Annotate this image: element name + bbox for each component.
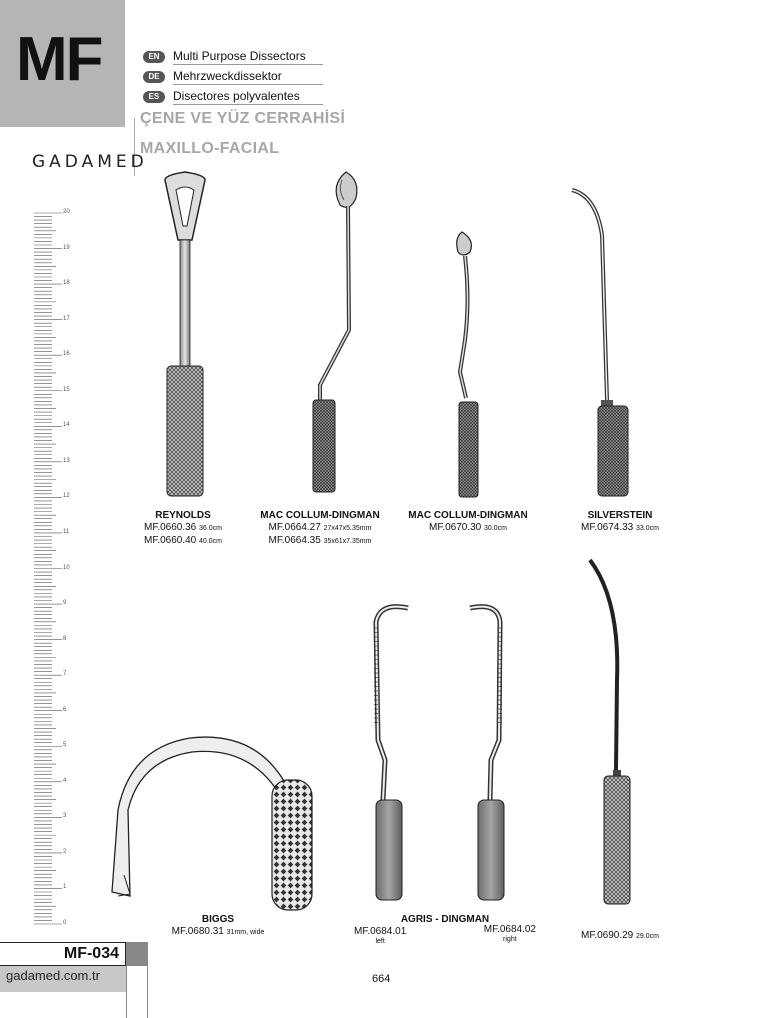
ruler-label: 14 — [63, 422, 70, 429]
product-code: MF.0660.40 — [143, 535, 197, 546]
product-size: 40.0cm — [199, 538, 222, 545]
ruler-label: 4 — [63, 777, 67, 784]
product-size: 27x47x5.35mm — [323, 525, 372, 532]
product-code: MF.0684.01 — [354, 926, 407, 937]
product-code: MF.0670.30 — [428, 522, 482, 533]
product-code: MF.0674.33 — [580, 522, 634, 533]
biggs-instrument — [112, 737, 312, 910]
ruler-label: 15 — [63, 386, 70, 393]
product-code: MF.0664.35 — [268, 535, 321, 546]
lang-text-es: Disectores polyvalentes — [173, 89, 323, 105]
catalog-code: MF — [16, 25, 102, 94]
product-size: 31mm, wide — [226, 929, 265, 936]
product-biggs — [150, 914, 286, 939]
ruler-label: 8 — [63, 635, 67, 642]
mf-0690-instrument — [590, 560, 630, 904]
ruler-label: 12 — [63, 493, 70, 500]
footer-divider — [147, 966, 148, 1018]
mac-collum-dingman-1-instrument — [313, 172, 357, 492]
product-code: MF.0680.31 — [171, 926, 224, 937]
product-code: MF.0664.27 — [268, 522, 321, 533]
ruler-label: 17 — [63, 315, 70, 322]
footer-accent — [126, 942, 148, 966]
product-size: left — [375, 938, 385, 945]
product-name: SILVERSTEIN — [587, 510, 653, 521]
product-reynolds — [118, 510, 248, 548]
product-name: BIGGS — [201, 914, 235, 925]
ruler-label: 6 — [63, 706, 67, 713]
brand-logo: GADAMED — [32, 152, 148, 172]
lang-tag-es: ES — [143, 91, 165, 103]
silverstein-instrument — [572, 190, 628, 496]
page-number: 664 — [372, 973, 391, 985]
ruler-label: 3 — [63, 813, 67, 820]
product-size: 30.0cm — [484, 525, 507, 532]
ruler-label: 20 — [63, 209, 70, 215]
ruler-label: 13 — [63, 457, 70, 464]
footer-page-code: MF-034 — [63, 945, 119, 962]
product-name: AGRIS - DINGMAN — [400, 914, 490, 925]
ruler-label: 16 — [63, 351, 70, 358]
product-silverstein — [560, 510, 680, 535]
product-size: right — [503, 936, 517, 943]
ruler-label: 7 — [63, 671, 67, 678]
category-turkish: ÇENE VE YÜZ CERRAHİSİ — [140, 110, 346, 127]
ruler-label: 9 — [63, 600, 67, 607]
mac-collum-dingman-2-instrument — [457, 232, 478, 497]
product-size: 29.0cm — [636, 933, 659, 940]
product-size: 35x61x7.35mm — [323, 538, 372, 545]
product-size: 33.0cm — [636, 525, 659, 532]
ruler-label: 5 — [63, 742, 67, 749]
product-mac-collum-dingman-2 — [398, 510, 538, 535]
product-name: REYNOLDS — [155, 510, 211, 521]
footer-page-code-box — [0, 942, 126, 966]
ruler-label: 19 — [63, 244, 70, 251]
product-name: MAC COLLUM-DINGMAN — [408, 510, 528, 521]
product-agris-dingman — [350, 914, 540, 946]
category-english: MAXILLO-FACIAL — [140, 140, 280, 157]
reynolds-instrument — [165, 172, 205, 496]
product-size: 36.0cm — [199, 525, 222, 532]
agris-dingman-right-instrument — [470, 607, 504, 900]
ruler-label: 10 — [63, 564, 70, 571]
ruler-label: 1 — [63, 884, 67, 891]
product-code: MF.0690.29 — [580, 930, 634, 941]
ruler-label: 11 — [63, 528, 70, 535]
lang-tag-en: EN — [143, 51, 165, 63]
product-mac-collum-dingman-1 — [250, 510, 390, 548]
ruler-label: 18 — [63, 280, 70, 287]
agris-dingman-left-instrument — [374, 607, 408, 900]
lang-tag-de: DE — [143, 71, 165, 83]
footer-website: gadamed.com.tr — [6, 968, 100, 983]
product-code: MF.0660.36 — [143, 522, 197, 533]
product-mf-0690 — [560, 930, 680, 943]
product-code: MF.0684.02 — [483, 924, 536, 935]
footer-divider — [126, 966, 127, 1018]
ruler-label: 0 — [63, 920, 67, 926]
lang-text-de: Mehrzweckdissektor — [173, 69, 323, 85]
lang-text-en: Multi Purpose Dissectors — [173, 49, 323, 65]
product-name: MAC COLLUM-DINGMAN — [260, 510, 380, 521]
ruler-label: 2 — [63, 848, 67, 855]
